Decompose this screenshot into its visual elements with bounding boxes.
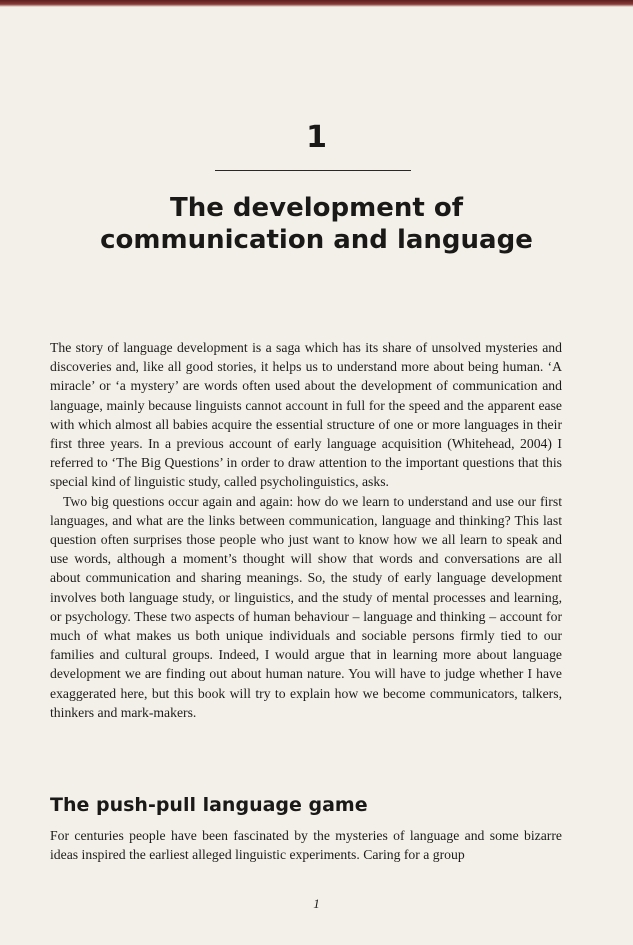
page-number: 1 [313,896,320,911]
section-body [50,826,562,864]
page-top-edge [0,0,633,7]
chapter-title-line-1: The development of [169,193,464,223]
section-paragraph-1: For centuries people have been fascinated by the mysteries of language and some bizarre ideas inspired the earliest alleged linguistic experiments. Caring for a group [50,828,562,863]
section-heading: The push-pull language game [50,794,368,816]
body-paragraph-1: The story of language development is a saga which has its share of unsolved mysteries and discoveries and, like all good stories, it helps us to understand more about being human. ‘A miracle’ or ‘a mystery’ are words often used about the development of communication and language, mainly because linguists cannot account in full for the speed and the apparent ease with which almost all babies acquire the essential structure of one or more languages in their first three years. In a previous account of early language acquisition (Whitehead, 2004) I referred to ‘The Big Questions’ in order to draw attention to the important questions that this special kind of linguistic study, called psycholinguistics, asks. [50,340,562,490]
chapter-title [0,192,633,256]
body-paragraph-2: Two big questions occur again and again: how do we learn to understand and use our first languages, and what are the links between communication, language and thinking? This last question often surprises those people who just want to know how we all learn to speak and use words, although a moment’s thought will show that words and conversations are all about communication and sharing meanings. So, the study of early language development involves both language study, or linguistics, and the study of mental processes and learning, or psychology. These two aspects of human behaviour – language and thinking – account for much of what makes us both unique individuals and sociable persons firmly tied to our families and cultural groups. Indeed, I would argue that in learning more about language development we are finding out about human nature. You will have to judge whether I have exaggerated here, but this book will try to explain how we become communicators, talkers, thinkers and mark-makers. [50,493,562,720]
chapter-body [50,338,562,722]
chapter-number: 1 [306,120,327,155]
chapter-title-line-2: communication and language [100,225,533,255]
chapter-divider [215,170,411,171]
